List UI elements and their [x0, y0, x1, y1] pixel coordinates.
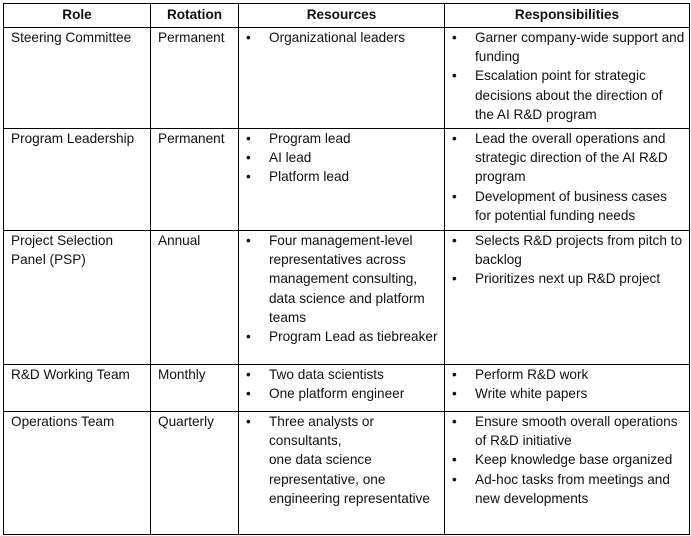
list-item: • One platform engineer [246, 384, 440, 403]
bullet-icon: • [452, 68, 457, 84]
responsibilities-list [452, 129, 685, 225]
bullet-icon: • [452, 233, 457, 248]
rotation-cell: Permanent [151, 28, 239, 129]
table-row [4, 412, 690, 535]
bullet-icon: • [452, 386, 457, 402]
bullet-icon: • [452, 131, 457, 146]
bullet-icon: • [452, 367, 457, 382]
responsibilities-cell [445, 412, 690, 535]
bullet-icon: • [452, 414, 457, 429]
responsibilities-cell [445, 365, 690, 412]
list-item: • Development of business cases for potential funding needs [452, 188, 667, 223]
bullet-icon: • [246, 233, 251, 248]
bullet-icon: • [452, 188, 457, 204]
rotation-cell: Annual [151, 231, 239, 365]
header-row [4, 4, 690, 28]
bullet-icon: • [246, 30, 251, 45]
responsibilities-cell [445, 28, 690, 129]
resources-list [246, 28, 440, 47]
table-row [4, 129, 690, 231]
list-item: • Program lead [246, 129, 440, 148]
bullet-icon: • [246, 150, 251, 166]
header-role: Role [4, 4, 151, 28]
bullet-icon: • [246, 329, 251, 345]
list-item: • Ensure smooth overall operations of R&D initiative [452, 414, 678, 449]
header-resources: Resources [239, 4, 445, 28]
responsibilities-cell [445, 129, 690, 231]
role-cell: Operations Team [4, 412, 151, 535]
resources-list [246, 412, 440, 508]
list-item: • Selects R&D projects from pitch to backlog [452, 233, 682, 268]
list-item: • Escalation point for strategic decisions about the direction of the AI R&D program [452, 68, 663, 122]
resources-list [246, 365, 440, 403]
list-item: • Ad-hoc tasks from meetings and new developments [452, 471, 670, 506]
resources-list [246, 231, 440, 346]
resources-cell [239, 28, 445, 129]
bullet-icon: • [452, 452, 457, 468]
roles-table [3, 3, 690, 535]
bullet-icon: • [246, 169, 251, 185]
bullet-icon: • [246, 131, 251, 146]
resources-cell [239, 129, 445, 231]
list-item: • Write white papers [452, 384, 685, 403]
header-rotation: Rotation [151, 4, 239, 28]
rotation-cell: Monthly [151, 365, 239, 412]
list-item: • Program Lead as tiebreaker [246, 327, 440, 346]
bullet-icon: • [246, 367, 251, 382]
table-row [4, 28, 690, 129]
list-item: • Organizational leaders [246, 28, 440, 47]
list-item: • Perform R&D work [452, 365, 685, 384]
list-item: • Two data scientists [246, 365, 440, 384]
header-responsibilities: Responsibilities [445, 4, 690, 28]
role-cell: Project Selection Panel (PSP) [4, 231, 151, 365]
list-item: • Lead the overall operations and strategic direction of the AI R&D program [452, 131, 668, 185]
bullet-icon: • [452, 30, 457, 45]
responsibilities-list [452, 412, 685, 508]
bullet-icon: • [246, 414, 251, 429]
list-item: • Platform lead [246, 167, 440, 186]
responsibilities-list [452, 28, 685, 124]
responsibilities-cell [445, 231, 690, 365]
rotation-cell: Quarterly [151, 412, 239, 535]
resources-cell [239, 231, 445, 365]
resources-list [246, 129, 440, 187]
responsibilities-list [452, 365, 685, 403]
bullet-icon: • [246, 386, 251, 402]
list-item: • Four management-level representatives across management consulting, data science and platform teams [246, 233, 425, 325]
bullet-icon: • [452, 271, 457, 287]
list-item: • Three analysts or consultants, one data science representative, one engineering representative [246, 414, 430, 506]
table-row [4, 365, 690, 412]
resources-cell [239, 365, 445, 412]
list-item: • Keep knowledge base organized [452, 450, 685, 469]
role-cell: Steering Committee [4, 28, 151, 129]
rotation-cell: Permanent [151, 129, 239, 231]
role-cell: Program Leadership [4, 129, 151, 231]
table-row [4, 231, 690, 365]
bullet-icon: • [452, 471, 457, 487]
list-item: • Garner company-wide support and funding [452, 30, 685, 65]
responsibilities-list [452, 231, 685, 289]
list-item: • Prioritizes next up R&D project [452, 269, 685, 288]
resources-cell [239, 412, 445, 535]
list-item: • AI lead [246, 148, 440, 167]
role-cell: R&D Working Team [4, 365, 151, 412]
